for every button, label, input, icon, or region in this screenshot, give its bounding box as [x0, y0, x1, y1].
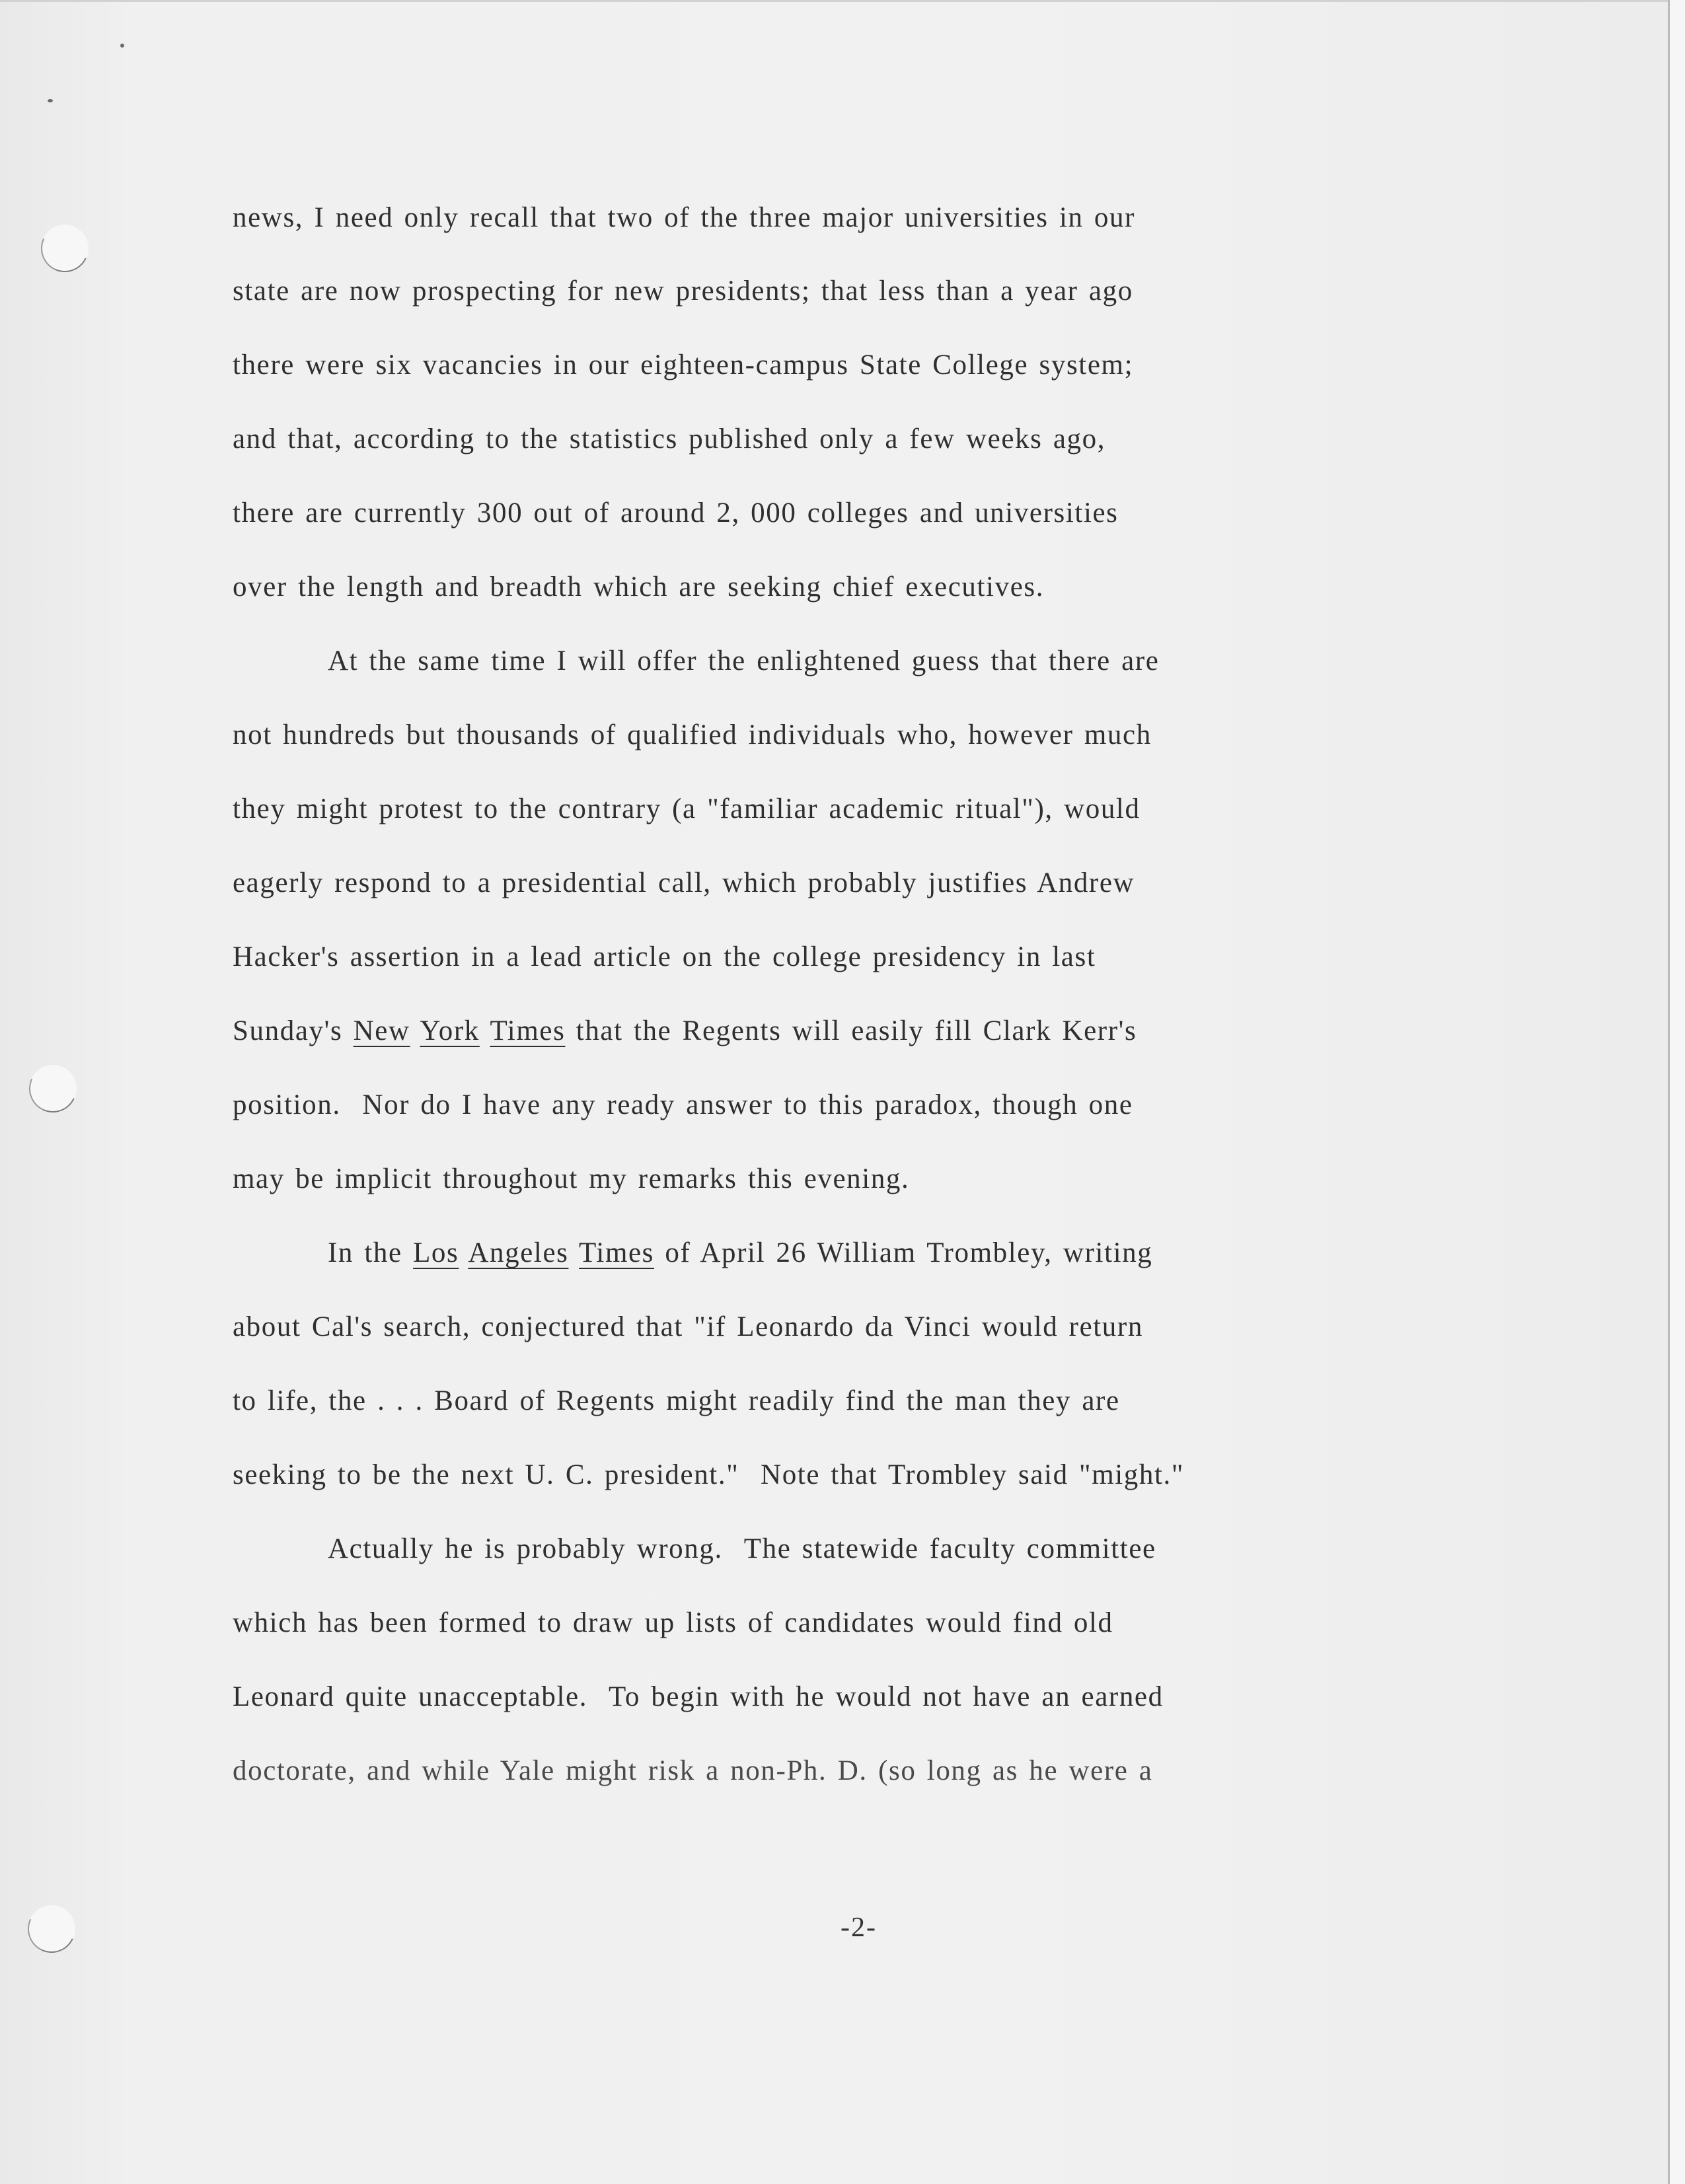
- text-span: [459, 1237, 468, 1268]
- text-line-10: eagerly respond to a presidential call, which probably justifies Andrew: [233, 867, 1135, 898]
- text-line-2: state are now prospecting for new presidents; that less than a year ago: [233, 275, 1133, 307]
- underlined-title-word: Times: [579, 1237, 655, 1268]
- text-line-17: to life, the . . . Board of Regents might readily find the man they are: [233, 1385, 1120, 1416]
- paper-speck: [48, 99, 53, 102]
- text-span: In the: [328, 1237, 414, 1268]
- text-line-20: which has been formed to draw up lists of candidates would find old: [233, 1607, 1113, 1638]
- underlined-title-word: Times: [490, 1015, 566, 1046]
- text-line-18: seeking to be the next U. C. president." Note that Trombley said "might.": [233, 1459, 1185, 1490]
- underlined-title-word: Angeles: [468, 1237, 569, 1268]
- page-top-edge: [0, 0, 1670, 2]
- text-line-1: news, I need only recall that two of the three major universities in our: [233, 202, 1136, 233]
- underlined-title-word: York: [420, 1015, 480, 1046]
- underlined-title-word: New: [353, 1015, 410, 1046]
- text-line-8: not hundreds but thousands of qualified individuals who, however much: [233, 719, 1152, 750]
- text-line-16: about Cal's search, conjectured that "if Leonardo da Vinci would return: [233, 1311, 1143, 1342]
- text-line-13: position. Nor do I have any ready answer to this paradox, though one: [233, 1089, 1133, 1120]
- text-span: [568, 1237, 579, 1268]
- text-span: [410, 1015, 420, 1046]
- punch-hole-middle: [22, 1058, 83, 1119]
- text-line-15: [328, 1235, 1152, 1272]
- text-line-7: At the same time I will offer the enlightened guess that there are: [328, 645, 1160, 676]
- text-span: of April 26 William Trombley, writing: [654, 1237, 1153, 1268]
- paper-speck: [120, 44, 124, 48]
- text-line-14: may be implicit throughout my remarks this evening.: [233, 1163, 910, 1194]
- text-line-21: Leonard quite unacceptable. To begin with he would not have an earned: [233, 1681, 1164, 1712]
- text-line-11: Hacker's assertion in a lead article on the college presidency in last: [233, 941, 1096, 972]
- text-span: [480, 1015, 490, 1046]
- text-span: Sunday's: [233, 1015, 354, 1046]
- text-span: that the Regents will easily fill Clark Kerr's: [565, 1015, 1137, 1046]
- punch-hole-bottom: [21, 1899, 82, 1959]
- text-line-4: and that, according to the statistics published only a few weeks ago,: [233, 423, 1106, 455]
- text-line-22: doctorate, and while Yale might risk a non-Ph. D. (so long as he were a: [233, 1755, 1153, 1786]
- text-line-12: [233, 1013, 1137, 1050]
- underlined-title-word: Los: [413, 1237, 459, 1268]
- text-line-5: there are currently 300 out of around 2, 000 colleges and universities: [233, 497, 1119, 528]
- page-number: -2-: [841, 1912, 877, 1943]
- text-line-6: over the length and breadth which are seeking chief executives.: [233, 571, 1045, 602]
- page-right-strip: [1670, 0, 1685, 2184]
- text-line-9: they might protest to the contrary (a "familiar academic ritual"), would: [233, 793, 1141, 824]
- text-line-3: there were six vacancies in our eighteen-campus State College system;: [233, 349, 1134, 381]
- punch-hole-top: [34, 218, 95, 279]
- text-line-19: Actually he is probably wrong. The statewide faculty committee: [328, 1533, 1156, 1564]
